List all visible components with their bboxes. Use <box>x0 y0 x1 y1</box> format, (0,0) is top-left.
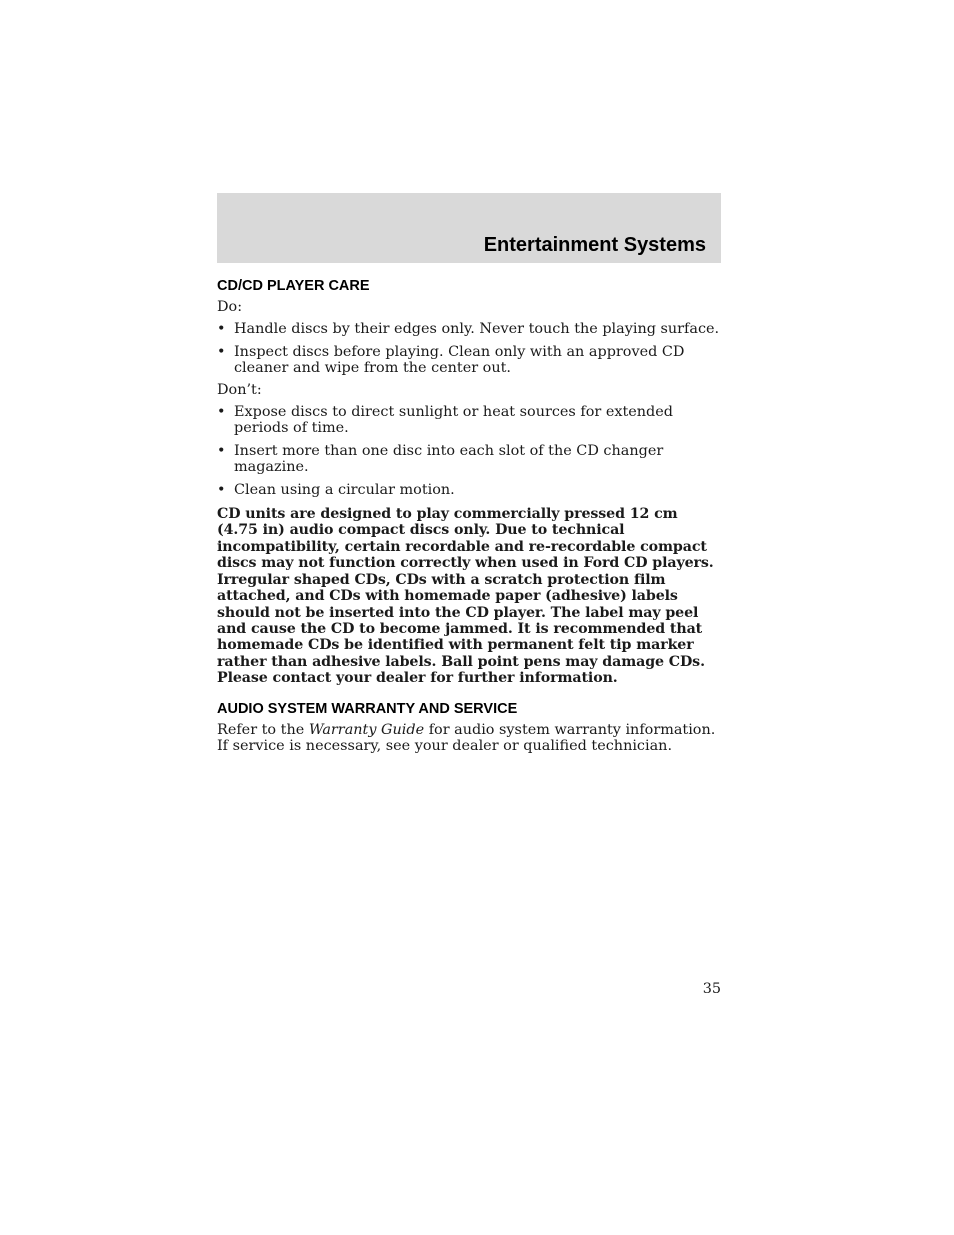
list-item: • Handle discs by their edges only. Never touch the playing surface. <box>217 321 721 337</box>
do-label: Do: <box>217 299 243 315</box>
warranty-text-start: Refer to the <box>217 721 309 738</box>
section-heading-warranty: AUDIO SYSTEM WARRANTY AND SERVICE <box>217 700 518 717</box>
dont-label: Don’t: <box>217 381 262 398</box>
page-number: 35 <box>702 981 721 997</box>
list-item: • Expose discs to direct sunlight or heat sources for extended periods of time. <box>217 404 721 437</box>
cd-compatibility-note: CD units are designed to play commercially pressed 12 cm (4.75 in) audio compact discs only. Due to technical incompatibility, certain recordable and re-recordable compact discs may not function correctly when used in Ford CD players. Irregular shaped CDs, CDs with a scratch protection film attached, and CDs with homemade paper (adhesive) labels should not be inserted into the CD player. The label may peel and cause the CD to become jammed. It is recommended that homemade CDs be identified with permanent felt tip marker rather than adhesive labels. Ball point pens may damage CDs. Please contact your dealer for further information. <box>217 506 714 687</box>
warranty-paragraph <box>217 722 721 755</box>
page-title: Entertainment Systems <box>483 234 706 256</box>
header-band <box>217 193 721 263</box>
dont-list <box>217 404 721 498</box>
section-heading-cd-care: CD/CD PLAYER CARE <box>217 278 370 294</box>
warranty-text-end: for audio system warranty information. If service is necessary, see your dealer or qualified technician. <box>217 721 716 754</box>
do-list <box>217 321 721 376</box>
list-item: • Clean using a circular motion. <box>217 482 721 498</box>
warranty-guide-title: Warranty Guide <box>308 721 425 738</box>
list-item: • Insert more than one disc into each slot of the CD changer magazine. <box>217 443 721 476</box>
list-item: • Inspect discs before playing. Clean only with an approved CD cleaner and wipe from the center out. <box>217 344 721 377</box>
main-content <box>217 276 721 754</box>
